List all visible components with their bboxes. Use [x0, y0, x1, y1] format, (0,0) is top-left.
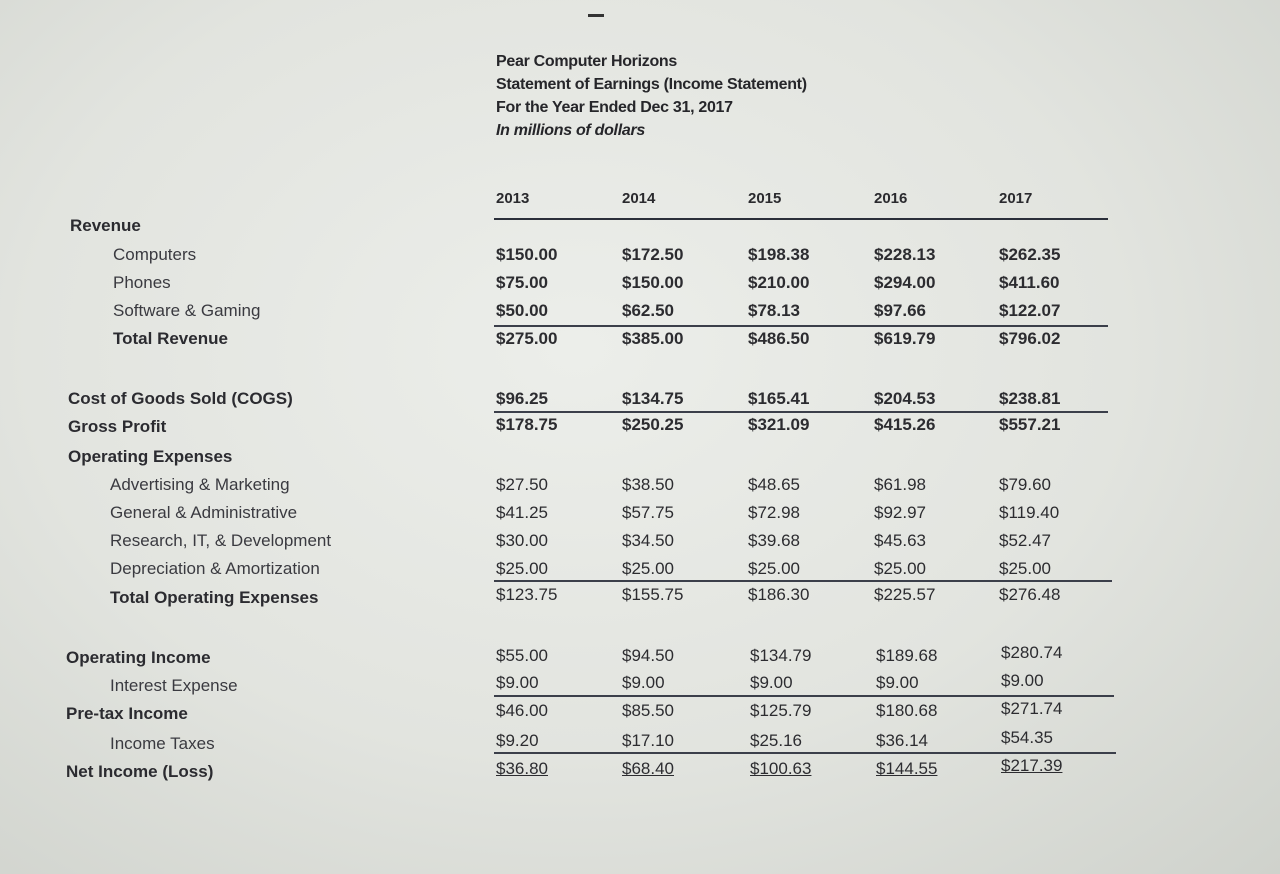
label-computers: Computers [113, 245, 197, 264]
cell-cogs-2017: $238.81 [999, 389, 1061, 408]
cell-cogs-2016: $204.53 [874, 389, 936, 408]
label-net-income: Net Income (Loss) [66, 762, 214, 781]
label-taxes: Income Taxes [110, 734, 215, 753]
cell-interest-2017: $9.00 [1001, 671, 1044, 690]
cell-advertising-2016: $61.98 [874, 475, 926, 494]
label-total-revenue: Total Revenue [113, 329, 228, 348]
cell-total-opex-2016: $225.57 [874, 585, 936, 604]
cell-advertising-2013: $27.50 [496, 475, 548, 494]
cell-depreciation-2016: $25.00 [874, 559, 926, 578]
cell-research-2015: $39.68 [748, 531, 800, 550]
cell-software-2016: $97.66 [874, 301, 926, 320]
cell-depreciation-2017: $25.00 [999, 559, 1051, 578]
cell-software-2013: $50.00 [496, 301, 548, 320]
label-software: Software & Gaming [113, 301, 261, 320]
cell-computers-2016: $228.13 [874, 245, 936, 264]
cell-computers-2014: $172.50 [622, 245, 684, 264]
cell-computers-2017: $262.35 [999, 245, 1061, 264]
label-cogs: Cost of Goods Sold (COGS) [68, 389, 293, 408]
cell-total-opex-2017: $276.48 [999, 585, 1061, 604]
statement-units: In millions of dollars [496, 122, 645, 139]
cell-software-2014: $62.50 [622, 301, 674, 320]
cell-phones-2014: $150.00 [622, 273, 684, 292]
cell-taxes-2016: $36.14 [876, 731, 928, 750]
cell-total-revenue-2013: $275.00 [496, 329, 558, 348]
rule-gross-profit [494, 411, 1108, 413]
cell-depreciation-2014: $25.00 [622, 559, 674, 578]
label-operating-income: Operating Income [66, 648, 211, 667]
label-revenue: Revenue [70, 216, 141, 235]
cell-net-income-2015: $100.63 [750, 759, 812, 778]
cell-taxes-2015: $25.16 [750, 731, 802, 750]
year-2015: 2015 [748, 190, 782, 207]
cell-research-2017: $52.47 [999, 531, 1051, 550]
rule-total-revenue [494, 325, 1108, 327]
cell-total-opex-2013: $123.75 [496, 585, 558, 604]
cell-pretax-2014: $85.50 [622, 701, 674, 720]
label-interest: Interest Expense [110, 676, 238, 695]
cell-operating-income-2017: $280.74 [1001, 643, 1063, 662]
cell-advertising-2014: $38.50 [622, 475, 674, 494]
cell-operating-income-2013: $55.00 [496, 646, 548, 665]
cell-gross-profit-2015: $321.09 [748, 415, 810, 434]
rule-pretax [494, 695, 1114, 697]
label-research: Research, IT, & Development [110, 531, 332, 550]
cell-total-revenue-2014: $385.00 [622, 329, 684, 348]
paper-mark [588, 14, 604, 17]
cell-taxes-2014: $17.10 [622, 731, 674, 750]
label-total-opex: Total Operating Expenses [110, 588, 319, 607]
cell-phones-2016: $294.00 [874, 273, 936, 292]
cell-cogs-2013: $96.25 [496, 389, 548, 408]
cell-computers-2015: $198.38 [748, 245, 810, 264]
label-gross-profit: Gross Profit [68, 417, 167, 436]
cell-taxes-2013: $9.20 [496, 731, 539, 750]
cell-gross-profit-2013: $178.75 [496, 415, 558, 434]
cell-net-income-2016: $144.55 [876, 759, 938, 778]
cell-interest-2016: $9.00 [876, 673, 919, 692]
cell-operating-income-2016: $189.68 [876, 646, 938, 665]
label-advertising: Advertising & Marketing [110, 475, 290, 494]
year-header-row [494, 190, 1108, 220]
cell-depreciation-2013: $25.00 [496, 559, 548, 578]
cell-net-income-2017: $217.39 [1001, 756, 1063, 775]
label-pretax: Pre-tax Income [66, 704, 188, 723]
cell-total-opex-2014: $155.75 [622, 585, 684, 604]
cell-net-income-2013: $36.80 [496, 759, 548, 778]
label-phones: Phones [113, 273, 171, 292]
cell-general-2013: $41.25 [496, 503, 548, 522]
cell-pretax-2017: $271.74 [1001, 699, 1063, 718]
year-2017: 2017 [999, 190, 1033, 207]
statement-header [496, 50, 807, 142]
cell-operating-income-2014: $94.50 [622, 646, 674, 665]
cell-pretax-2015: $125.79 [750, 701, 812, 720]
statement-title: Statement of Earnings (Income Statement) [496, 76, 807, 93]
cell-depreciation-2015: $25.00 [748, 559, 800, 578]
statement-period: For the Year Ended Dec 31, 2017 [496, 99, 733, 116]
cell-phones-2013: $75.00 [496, 273, 548, 292]
cell-taxes-2017: $54.35 [1001, 728, 1053, 747]
cell-general-2016: $92.97 [874, 503, 926, 522]
cell-research-2014: $34.50 [622, 531, 674, 550]
cell-software-2015: $78.13 [748, 301, 800, 320]
cell-interest-2014: $9.00 [622, 673, 665, 692]
cell-general-2015: $72.98 [748, 503, 800, 522]
cell-pretax-2016: $180.68 [876, 701, 938, 720]
cell-gross-profit-2016: $415.26 [874, 415, 936, 434]
label-operating-expenses: Operating Expenses [68, 447, 233, 466]
cell-cogs-2015: $165.41 [748, 389, 810, 408]
cell-advertising-2017: $79.60 [999, 475, 1051, 494]
cell-gross-profit-2014: $250.25 [622, 415, 684, 434]
cell-total-revenue-2016: $619.79 [874, 329, 936, 348]
cell-operating-income-2015: $134.79 [750, 646, 812, 665]
year-2016: 2016 [874, 190, 908, 207]
cell-research-2016: $45.63 [874, 531, 926, 550]
rule-net-income [494, 752, 1116, 754]
label-depreciation: Depreciation & Amortization [110, 559, 320, 578]
cell-total-revenue-2015: $486.50 [748, 329, 810, 348]
cell-total-opex-2015: $186.30 [748, 585, 810, 604]
cell-phones-2017: $411.60 [999, 273, 1060, 292]
cell-general-2014: $57.75 [622, 503, 674, 522]
year-2013: 2013 [496, 190, 530, 207]
cell-cogs-2014: $134.75 [622, 389, 684, 408]
year-2014: 2014 [622, 190, 656, 207]
label-general: General & Administrative [110, 503, 298, 522]
cell-computers-2013: $150.00 [496, 245, 558, 264]
cell-advertising-2015: $48.65 [748, 475, 800, 494]
cell-interest-2013: $9.00 [496, 673, 539, 692]
cell-software-2017: $122.07 [999, 301, 1061, 320]
cell-pretax-2013: $46.00 [496, 701, 548, 720]
cell-net-income-2014: $68.40 [622, 759, 674, 778]
cell-total-revenue-2017: $796.02 [999, 329, 1061, 348]
cell-research-2013: $30.00 [496, 531, 548, 550]
cell-general-2017: $119.40 [999, 503, 1060, 522]
company-name: Pear Computer Horizons [496, 53, 677, 70]
cell-phones-2015: $210.00 [748, 273, 810, 292]
rule-total-opex [494, 580, 1112, 582]
cell-interest-2015: $9.00 [750, 673, 793, 692]
cell-gross-profit-2017: $557.21 [999, 415, 1061, 434]
